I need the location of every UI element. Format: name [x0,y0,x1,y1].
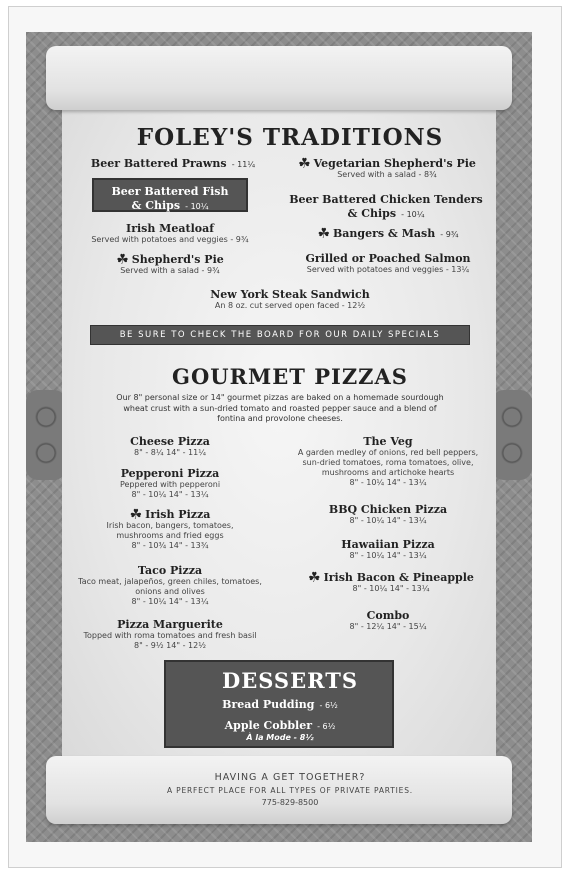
item-price: - 6½ [319,701,338,710]
item-description: Taco meat, jalapeños, green chiles, tomatoes, [78,577,262,586]
item-name: Pizza Marguerite [117,618,223,631]
item-price: - 9¾ [440,230,459,239]
menu-item-prawns [88,156,258,171]
item-name: Beer Battered Prawns [90,157,227,170]
menu-item-chicken-tenders [286,192,486,221]
item-prices: 8" - 10¼ 14" - 13¼ [349,551,427,560]
item-name: Apple Cobbler [224,719,312,732]
item-name: Hawaiian Pizza [341,538,435,551]
item-name: Pepperoni Pizza [120,467,220,480]
item-description: A garden medley of onions, red bell peppers, [297,448,479,457]
item-description: Served with a salad - 8¾ [337,170,437,179]
item-price: - 11¼ [231,160,256,169]
item-name: The Veg [363,435,413,448]
menu-item-pizza-marguerite [74,617,266,651]
footer-phone: 775-829-8500 [261,798,319,807]
menu-item-hawaiian-pizza [300,537,476,561]
item-price: - 6½ [317,722,336,731]
item-name: Taco Pizza [137,564,203,577]
item-description: Served with a salad - 9¾ [120,266,220,275]
item-description: sun-dried tomatoes, roma tomatoes, olive, [302,458,474,467]
item-price: - 10¼ [401,210,425,219]
menu-item-pepperoni-pizza [90,466,250,500]
menu-item-taco-pizza [72,563,268,607]
item-description: onions and olives [135,587,205,596]
menu-item-irish-bacon-pineapple [296,570,486,594]
shamrock-icon: ☘ [116,252,129,268]
item-prices: 8" - 10¾ 14" - 13¾ [131,541,209,550]
item-name: Cheese Pizza [130,435,210,448]
footer-subline: A PERFECT PLACE FOR ALL TYPES OF PRIVATE PARTIES. [167,786,413,795]
item-description: Peppered with pepperoni [119,480,221,489]
menu-item-veg-shepherds-pie [292,156,482,180]
shamrock-icon: ☘ [129,507,143,523]
item-prices: 8" - 9½ 14" - 12½ [134,641,206,650]
menu-item-the-veg [290,434,486,488]
item-name: Irish Bacon & Pineapple [323,571,474,584]
item-description: Served with potatoes and veggies - 9¾ [91,235,249,244]
shamrock-icon: ☘ [308,570,321,586]
item-prices: 8" - 8¼ 14" - 11¼ [134,448,206,457]
item-prices: 8" - 12¼ 14" - 15¼ [349,622,427,631]
item-description: An 8 oz. cut served open faced - 12½ [214,301,366,310]
desserts-title: DESSERTS [222,668,358,693]
footer-heading: HAVING A GET TOGETHER? [214,772,366,783]
item-description: Served with potatoes and veggies - 13¼ [306,265,470,274]
menu-item-apple-cobbler [180,718,380,743]
item-name: Vegetarian Shepherd's Pie [313,157,476,170]
item-name: Irish Meatloaf [126,222,214,235]
item-price: - 10¼ [185,202,209,211]
item-prices: 8" - 10¼ 14" - 13¼ [349,478,427,487]
item-name: Combo [366,609,410,622]
menu-item-salmon [290,251,486,275]
pizzas-title: GOURMET PIZZAS [172,364,408,389]
item-description: À la Mode - 8½ [246,733,314,742]
menu-item-cheese-pizza [90,434,250,458]
item-prices: 8" - 10¼ 14" - 13¼ [349,516,427,525]
traditions-title: FOLEY'S TRADITIONS [136,124,444,151]
menu-item-irish-pizza [80,507,260,551]
item-name: & Chips [131,199,181,212]
pizzas-intro: Our 8" personal size or 14" gourmet pizzas are baked on a homemade sourdough wheat crust with a sun-dried tomato and roasted pepper sauce and a blend of fontina and provolone cheeses. [116,393,444,423]
shamrock-icon: ☘ [317,226,330,242]
menu-item-bbq-chicken-pizza [300,502,476,526]
item-name: Bangers & Mash [333,227,436,240]
menu-item-fish-chips [92,178,248,212]
daily-specials-banner: BE SURE TO CHECK THE BOARD FOR OUR DAILY SPECIALS [90,325,470,345]
item-description: mushrooms and fried eggs [116,531,224,540]
item-name: Shepherd's Pie [131,253,224,266]
menu-item-meatloaf [80,221,260,245]
item-name: Grilled or Poached Salmon [305,252,471,265]
item-prices: 8" - 10¼ 14" - 13¼ [131,597,209,606]
item-name: Irish Pizza [145,508,211,521]
item-description: Topped with roma tomatoes and fresh basil [83,631,257,640]
menu-item-combo-pizza [300,608,476,632]
item-name: New York Steak Sandwich [210,288,370,301]
item-description: Irish bacon, bangers, tomatoes, [106,521,234,530]
item-name: Beer Battered Fish [111,185,229,198]
menu-item-shepherds-pie [80,252,260,276]
item-prices: 8" - 10¼ 14" - 13¼ [352,584,430,593]
item-name: BBQ Chicken Pizza [328,503,448,516]
shamrock-icon: ☘ [298,156,311,172]
item-name: Beer Battered Chicken Tenders [289,193,483,206]
item-description: mushrooms and artichoke hearts [321,468,455,477]
item-prices: 8" - 10¼ 14" - 13¼ [131,490,209,499]
item-name: Bread Pudding [222,698,315,711]
item-name: & Chips [347,207,397,220]
menu-item-steak-sandwich [180,287,400,311]
menu-item-bread-pudding [180,697,380,712]
menu-item-bangers-mash [300,226,476,241]
